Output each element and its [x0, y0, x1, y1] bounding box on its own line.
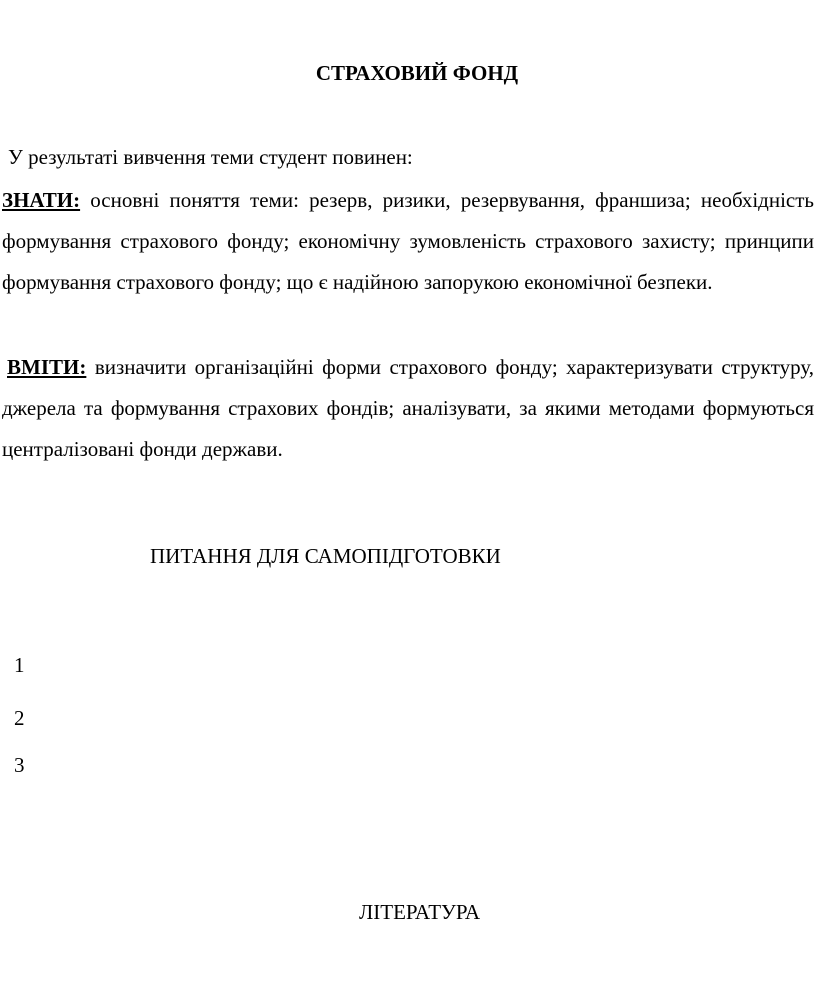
literature-heading: ЛІТЕРАТУРА	[359, 900, 481, 924]
question-item: 2	[14, 706, 25, 730]
intro-text: У результаті вивчення теми студент повинен:	[8, 145, 413, 169]
skills-paragraph	[2, 347, 814, 470]
know-text: основні поняття теми: резерв, ризики, резервування, франшиза; необхідність формування страхового фонду; економічну зумовленість страхового захисту; принципи формування страхового фонду; що є надійною запорукою економічної безпеки.	[2, 188, 814, 294]
know-label: ЗНАТИ:	[2, 188, 81, 212]
skills-label: ВМІТИ:	[7, 355, 87, 379]
know-paragraph	[2, 180, 814, 303]
document-title: СТРАХОВИЙ ФОНД	[315, 61, 519, 85]
question-item: 1	[14, 653, 25, 677]
questions-heading: ПИТАННЯ ДЛЯ САМОПІДГОТОВКИ	[150, 544, 501, 568]
question-item: 3	[14, 753, 25, 777]
skills-text: визначити організаційні форми страхового фонду; характеризувати структуру, джерела та формування страхових фондів; аналізувати, за якими методами формуються централізовані фонди держави.	[2, 355, 814, 461]
